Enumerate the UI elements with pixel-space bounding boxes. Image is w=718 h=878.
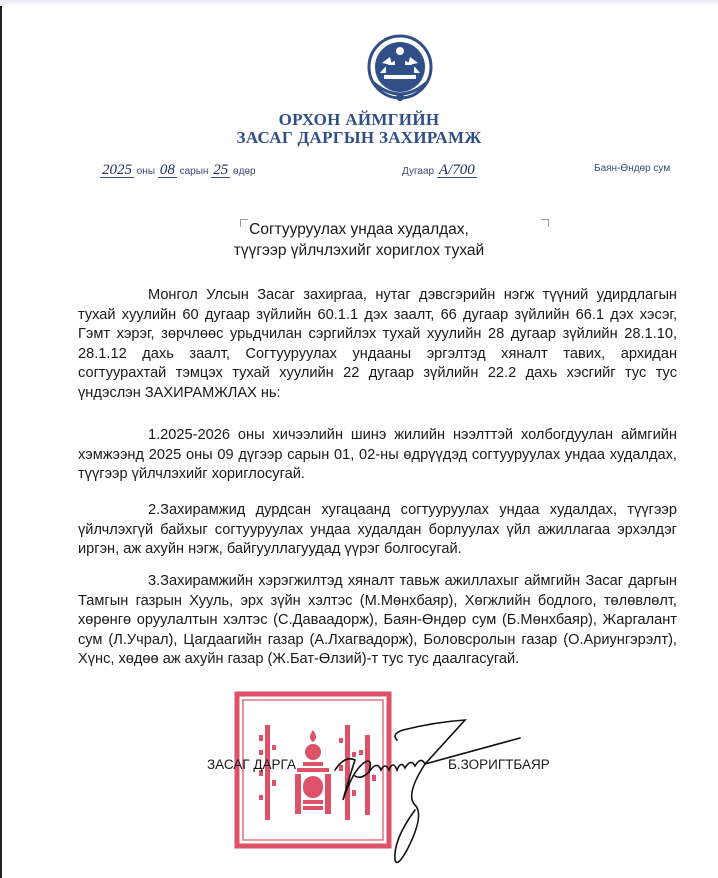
signatory-name: Б.ЗОРИГТБАЯР [448, 757, 550, 772]
date-year: 2025 [102, 162, 132, 178]
subject-title-line2: түүгээр үйлчлэхийг хориглох тухай [233, 242, 485, 259]
org-name-line1: ОРХОН АЙМГИЙН [278, 110, 440, 129]
state-emblem-icon [362, 33, 438, 105]
number-value: А/700 [438, 162, 475, 178]
document-place: Баян-Өндөр сум [594, 163, 671, 174]
date-day: 25 [213, 162, 229, 178]
date-month-suffix: сарын [179, 166, 209, 177]
date-day-suffix: өдөр [233, 166, 256, 177]
subject-title-line1: Согтууруулах ундаа худалдах, [249, 221, 469, 238]
scan-top-shade [0, 0, 718, 6]
document-number [402, 163, 477, 178]
order-item-3: 3.Захирамжийн хэрэгжилтэд хяналт тавьж ажиллахыг аймгийн Засаг даргын Тамгын газрын Хууль, эрх зүйн хэлтэс (М.Мөнхбаяр), Хөгжлийн бодлого, төлөвлөлт, хөрөнгө оруулалтын хэлтэс (С.Даваадорж), Баян-Өндөр сум (Б.Мөнхбаяр), Жаргалант сум (Л.Учрал), Цагдаагийн газар (А.Лхагвадорж), Боловсролын газар (О.Ариунгэрэлт), Хүнс, хөдөө аж ахуйн газар (Ж.Бат-Өлзий)-т тус тус даалгасугай. [78, 573, 677, 668]
signatory-position: ЗАСАГ ДАРГА [207, 757, 296, 772]
order-item-2: 2.Захирамжид дурдсан хугацаанд согтууруулах ундаа худалдах, түүгээр үйлчлэхгүй байхыг согтууруулах ундаа худалдан борлуулах үйл ажиллагаа эрхэлдэг иргэн, аж ахуйн нэгж, байгууллагуудад үүрэг болгосугай. [78, 502, 677, 558]
order-item-1: 1.2025-2026 оны хичээлийн шинэ жилийн нээлттэй холбогдуулан аймгийн хэмжээнд 2025 оны 09 дүгээр сарын 01, 02-ны өдрүүдэд согтууруулах ундаа худалдах, түүгээр үйлчлэхийг хориглосугай. [78, 427, 677, 483]
handwritten-signature-icon [325, 700, 545, 870]
preamble-paragraph: Монгол Улсын Засаг захиргаа, нутаг дэвсгэрийн нэгж түүний удирдлагын тухай хуулийн 60 дугаар зүйлийн 60.1.1 дэх заалт, 66 дугаар зүйлийн 66.1 дэх хэсэг, Гэмт хэрэг, зөрчлөөс урьдчилан сэргийлэх тухай хуулийн 28 дугаар зүйлийн 28.1.10, 28.1.12 дахь заалт, Согтууруулах ундааны эргэлтэд хяналт тавих, архидан согтуурахтай тэмцэх тухай хуулийн 22 дугаар зүйлийн 22.2 дахь хэсгийг тус тус үндэслэн ЗАХИРАМЖЛАХ нь: [78, 287, 677, 401]
date-month: 08 [159, 162, 175, 178]
number-label: Дугаар [402, 166, 435, 177]
document-type-title: ЗАСАГ ДАРГЫН ЗАХИРАМЖ [236, 128, 482, 147]
date-year-suffix: оны [136, 166, 156, 177]
document-date [100, 163, 256, 178]
